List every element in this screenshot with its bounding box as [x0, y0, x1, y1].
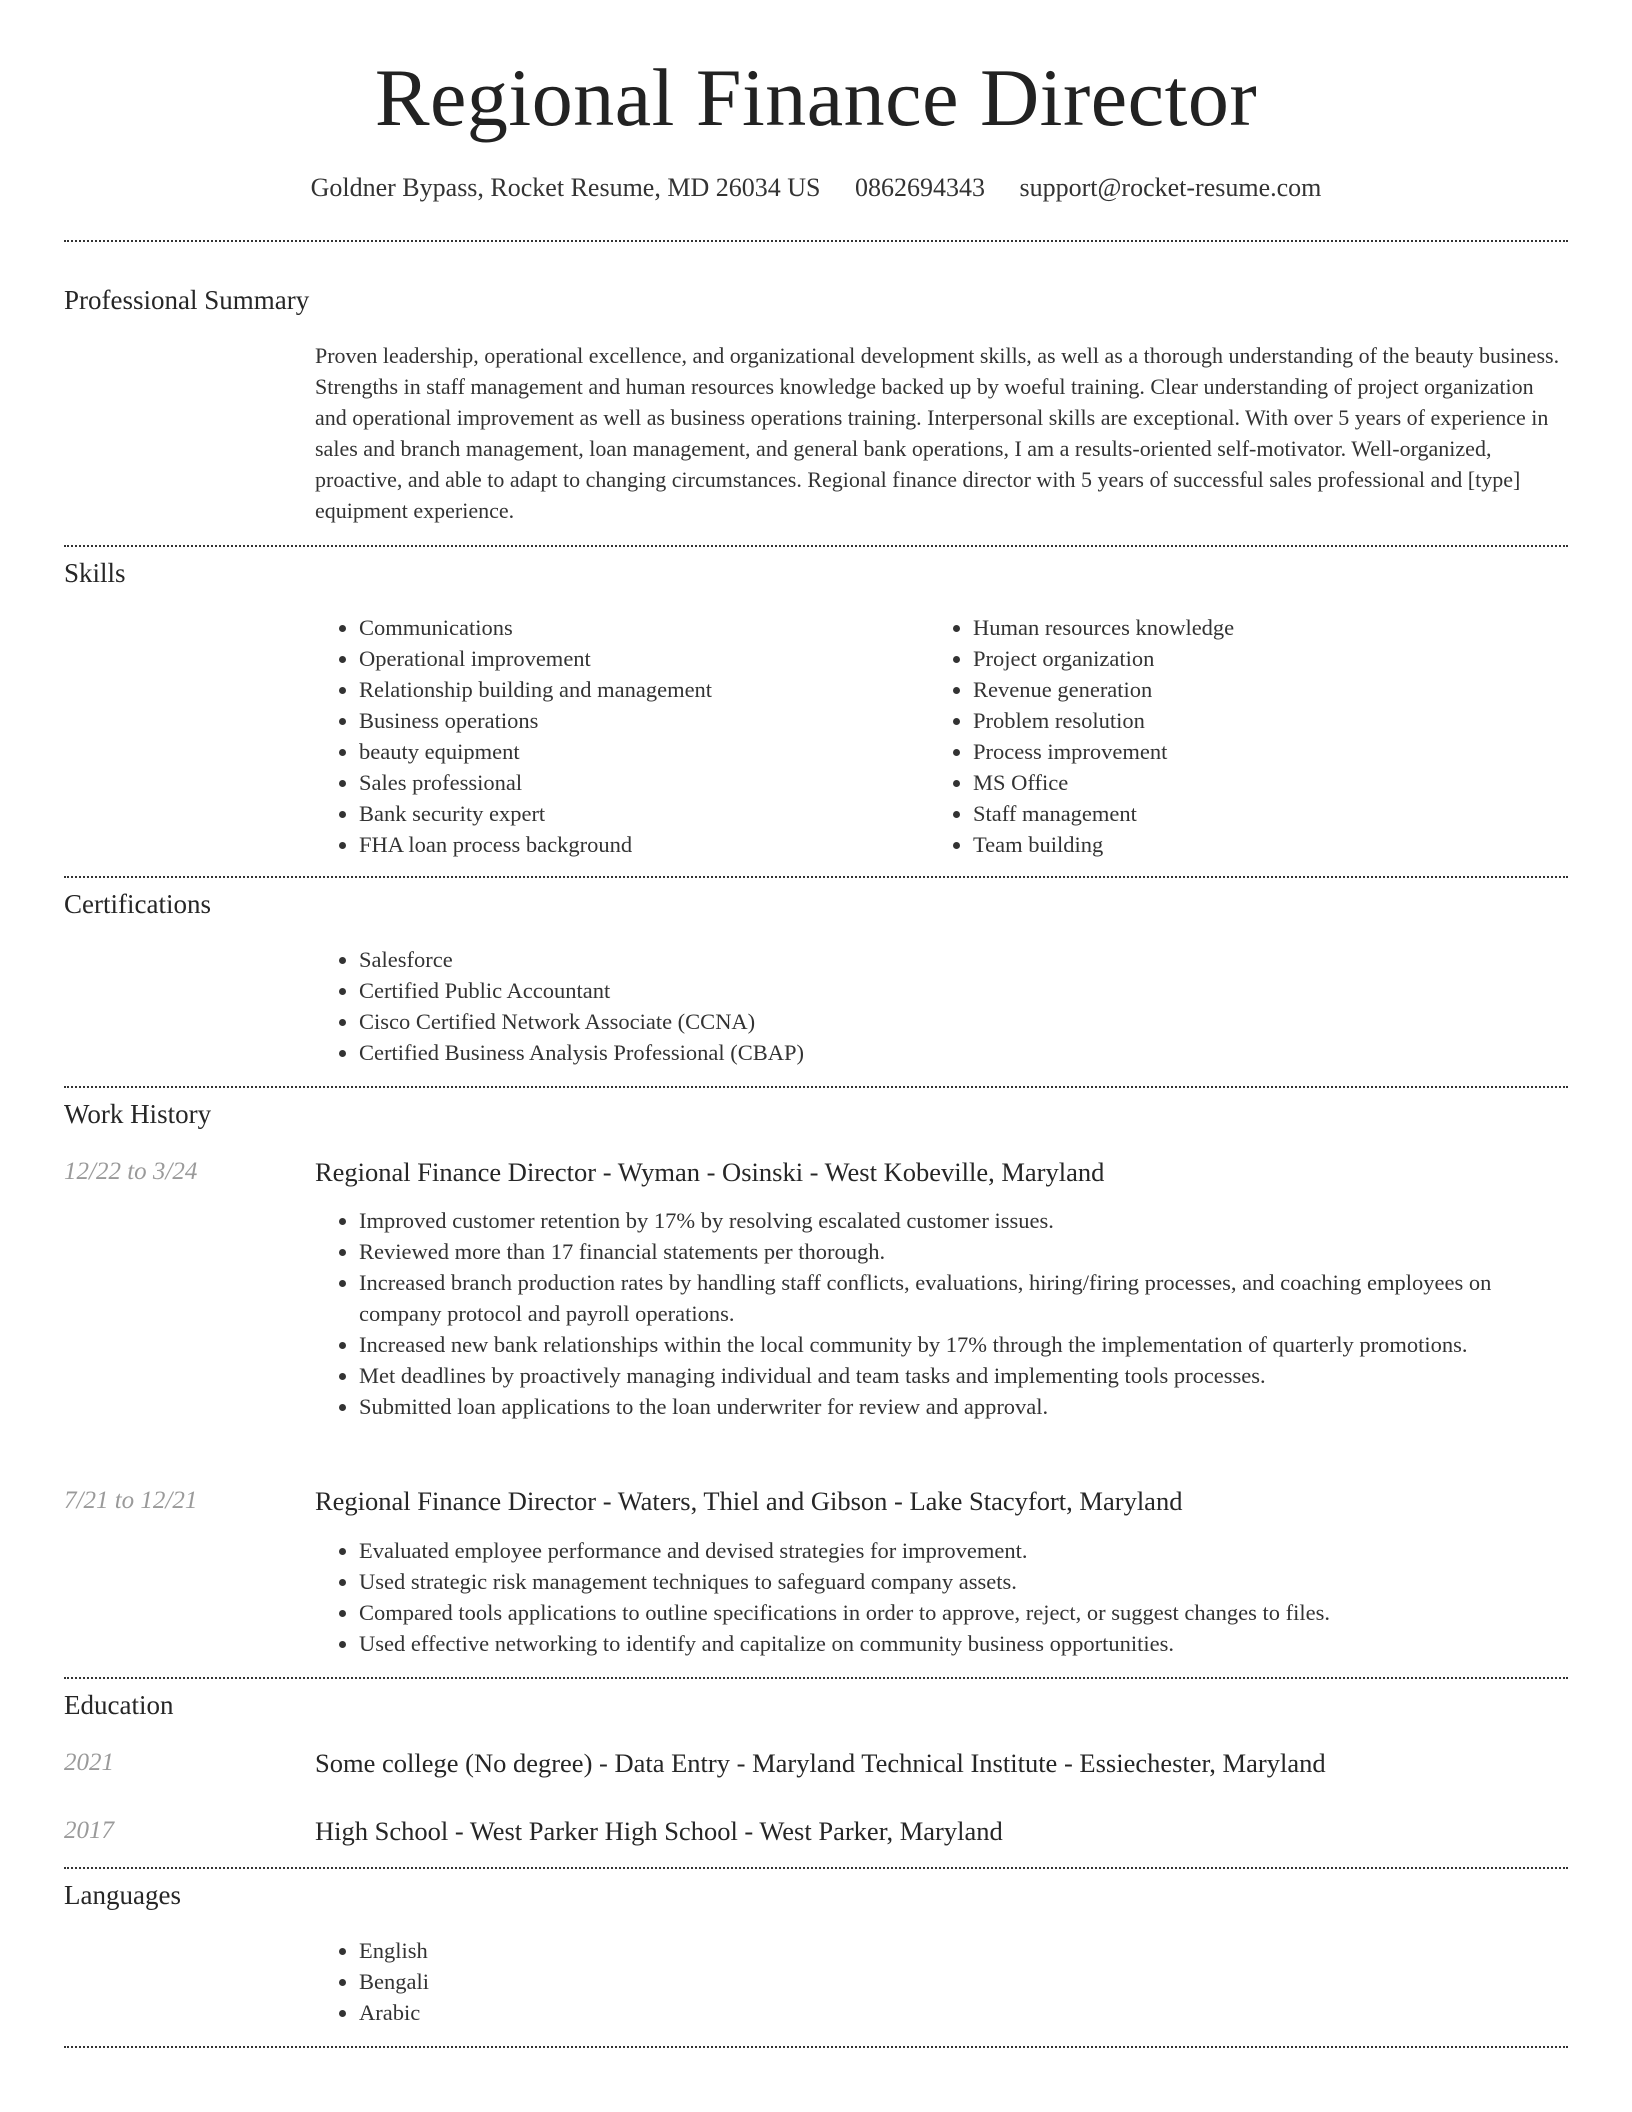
resume-name: Regional Finance Director: [374, 52, 1258, 143]
skill-item: • Human resources knowledge: [973, 612, 1573, 643]
section-divider: [64, 1867, 1568, 1869]
section-divider: [64, 2046, 1568, 2048]
job-bullet: • Met deadlines by proactively managing individual and team tasks and implementing tools processes.: [359, 1360, 1569, 1391]
certification-item: • Salesforce: [359, 944, 1559, 975]
education-heading: Some college (No degree) - Data Entry - Maryland Technical Institute - Essiechester, Maryland: [315, 1748, 1326, 1778]
job-bullets: [315, 1205, 1569, 1422]
skill-item: • Business operations: [359, 705, 919, 736]
education-heading: High School - West Parker High School - West Parker, Maryland: [315, 1816, 1003, 1846]
skill-item: • Project organization: [973, 643, 1573, 674]
skill-item: • MS Office: [973, 767, 1573, 798]
work-section-title: Work History: [64, 1099, 212, 1129]
skill-item: • beauty equipment: [359, 736, 919, 767]
job-bullet: • Submitted loan applications to the loan underwriter for review and approval.: [359, 1391, 1569, 1422]
job-bullet: • Evaluated employee performance and devised strategies for improvement.: [359, 1535, 1569, 1566]
skill-item: • Team building: [973, 829, 1573, 860]
job-heading: Regional Finance Director - Wyman - Osinski - West Kobeville, Maryland: [315, 1157, 1105, 1187]
certification-item: • Certified Business Analysis Professional (CBAP): [359, 1037, 1559, 1068]
certification-item: • Cisco Certified Network Associate (CCNA): [359, 1006, 1559, 1037]
skill-item: • Operational improvement: [359, 643, 919, 674]
skill-item: • Process improvement: [973, 736, 1573, 767]
skill-item: • Communications: [359, 612, 919, 643]
certification-item: • Certified Public Accountant: [359, 975, 1559, 1006]
skill-item: • Revenue generation: [973, 674, 1573, 705]
language-item: • Bengali: [359, 1966, 959, 1997]
job-dates: 7/21 to 12/21: [64, 1487, 198, 1514]
certifications-section-title: Certifications: [64, 889, 211, 919]
languages-section-title: Languages: [64, 1880, 181, 1910]
section-divider: [64, 1086, 1568, 1088]
job-bullet: • Increased new bank relationships within the local community by 17% through the implementation of quarterly promotions.: [359, 1329, 1569, 1360]
job-dates: 12/22 to 3/24: [64, 1158, 198, 1185]
skills-list-left: [315, 612, 919, 860]
contact-line: [0, 170, 1632, 206]
skill-item: • Bank security expert: [359, 798, 919, 829]
job-heading: Regional Finance Director - Waters, Thiel and Gibson - Lake Stacyfort, Maryland: [315, 1486, 1183, 1516]
job-bullet: • Increased branch production rates by handling staff conflicts, evaluations, hiring/firing processes, and coaching employees on company protocol and payroll operations.: [359, 1267, 1569, 1329]
skill-item: • Sales professional: [359, 767, 919, 798]
section-divider: [64, 876, 1568, 878]
languages-list: [315, 1935, 959, 2028]
summary-text: Proven leadership, operational excellence, and organizational development skills, as well as a thorough understanding of the beauty business. Strengths in staff management and human resources knowledge backed up by woeful training. Clear understanding of project organization and operational improvement as well as business operations training. Interpersonal skills are exceptional. With over 5 years of experience in sales and branch management, loan management, and general bank operations, I am a results-oriented self-motivator. Well-organized, proactive, and able to adapt to changing circumstances. Regional finance director with 5 years of successful sales professional and [type] equipment experience.: [315, 343, 1560, 523]
section-divider: [64, 1677, 1568, 1679]
contact-phone: 0862694343: [854, 173, 985, 202]
skill-item: • Staff management: [973, 798, 1573, 829]
job-bullet: • Used effective networking to identify and capitalize on community business opportunities.: [359, 1628, 1569, 1659]
skills-list-right: [929, 612, 1573, 860]
skill-item: • FHA loan process background: [359, 829, 919, 860]
job-bullets: [315, 1535, 1569, 1659]
certifications-list: [315, 944, 1559, 1068]
language-item: • Arabic: [359, 1997, 959, 2028]
education-year: 2017: [64, 1817, 114, 1844]
skill-item: • Relationship building and management: [359, 674, 919, 705]
education-section-title: Education: [64, 1690, 174, 1720]
summary-section-title: Professional Summary: [64, 285, 310, 315]
section-divider: [64, 240, 1568, 242]
skill-item: • Problem resolution: [973, 705, 1573, 736]
language-item: • English: [359, 1935, 959, 1966]
job-bullet: • Improved customer retention by 17% by resolving escalated customer issues.: [359, 1205, 1569, 1236]
contact-address: Goldner Bypass, Rocket Resume, MD 26034 US: [310, 173, 821, 202]
job-bullet: • Reviewed more than 17 financial statements per thorough.: [359, 1236, 1569, 1267]
education-year: 2021: [64, 1749, 114, 1776]
job-bullet: • Compared tools applications to outline specifications in order to approve, reject, or suggest changes to files.: [359, 1597, 1569, 1628]
section-divider: [64, 545, 1568, 547]
skills-section-title: Skills: [64, 558, 126, 588]
contact-email: support@rocket-resume.com: [1019, 173, 1322, 202]
job-bullet: • Used strategic risk management techniques to safeguard company assets.: [359, 1566, 1569, 1597]
